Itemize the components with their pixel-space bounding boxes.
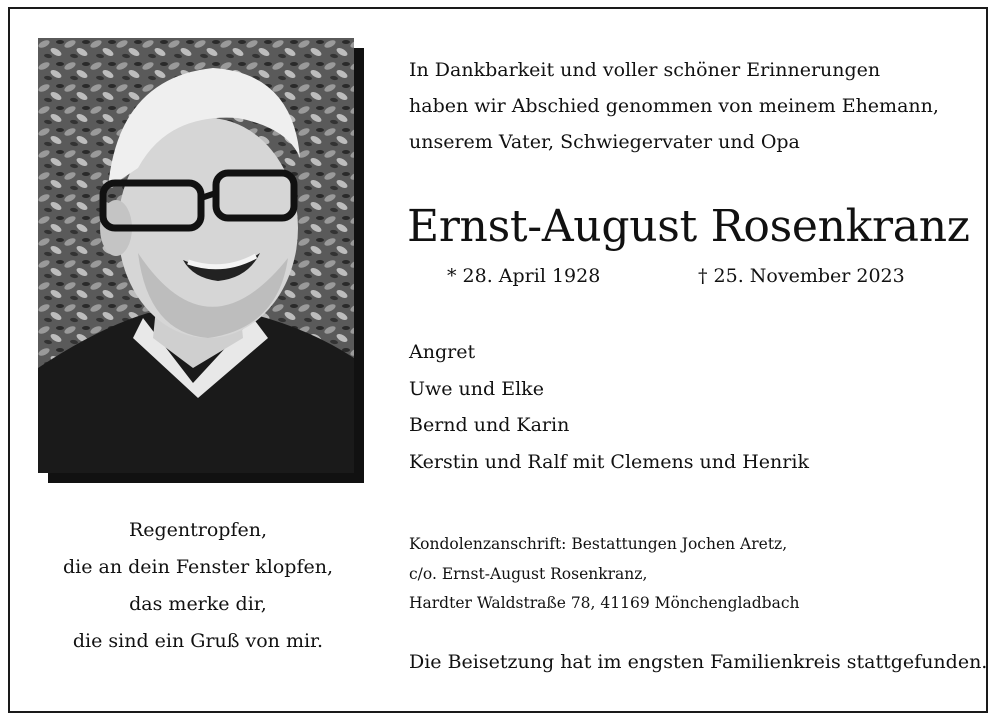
mourner-entry: Angret xyxy=(409,341,476,363)
poem-line: das merke dir, xyxy=(129,593,267,615)
condolence-address xyxy=(409,530,800,619)
poem xyxy=(38,512,358,660)
deceased-name: Ernst-August Rosenkranz xyxy=(407,201,970,252)
poem-line: die an dein Fenster klopfen, xyxy=(62,556,333,578)
address-line: Kondolenzanschrift: Bestattungen Jochen Aretz, xyxy=(409,535,788,553)
mourner-entry: Uwe und Elke xyxy=(409,377,544,400)
intro-text xyxy=(409,52,939,160)
address-line: Hardter Waldstraße 78, 41169 Mönchengladbach xyxy=(409,594,800,612)
mourner-entry: Bernd und Karin xyxy=(409,414,570,436)
intro-line: unserem Vater, Schwiegervater und Opa xyxy=(409,131,800,153)
mourners-list xyxy=(409,334,809,480)
intro-line: haben wir Abschied genommen von meinem Ehemann, xyxy=(409,95,939,117)
intro-line: In Dankbarkeit und voller schöner Erinnerungen xyxy=(409,59,881,81)
poem-line: Regentropfen, xyxy=(128,519,268,541)
birth-date: * 28. April 1928 xyxy=(447,265,601,287)
poem-line: die sind ein Gruß von mir. xyxy=(72,630,324,652)
address-line: c/o. Ernst-August Rosenkranz, xyxy=(409,564,648,583)
mourner-entry: Kerstin und Ralf mit Clemens und Henrik xyxy=(409,450,809,473)
portrait-photo xyxy=(38,38,354,473)
burial-note: Die Beisetzung hat im engsten Familienkreis stattgefunden. xyxy=(409,651,988,673)
portrait-image xyxy=(38,38,354,473)
death-date: † 25. November 2023 xyxy=(698,265,905,287)
